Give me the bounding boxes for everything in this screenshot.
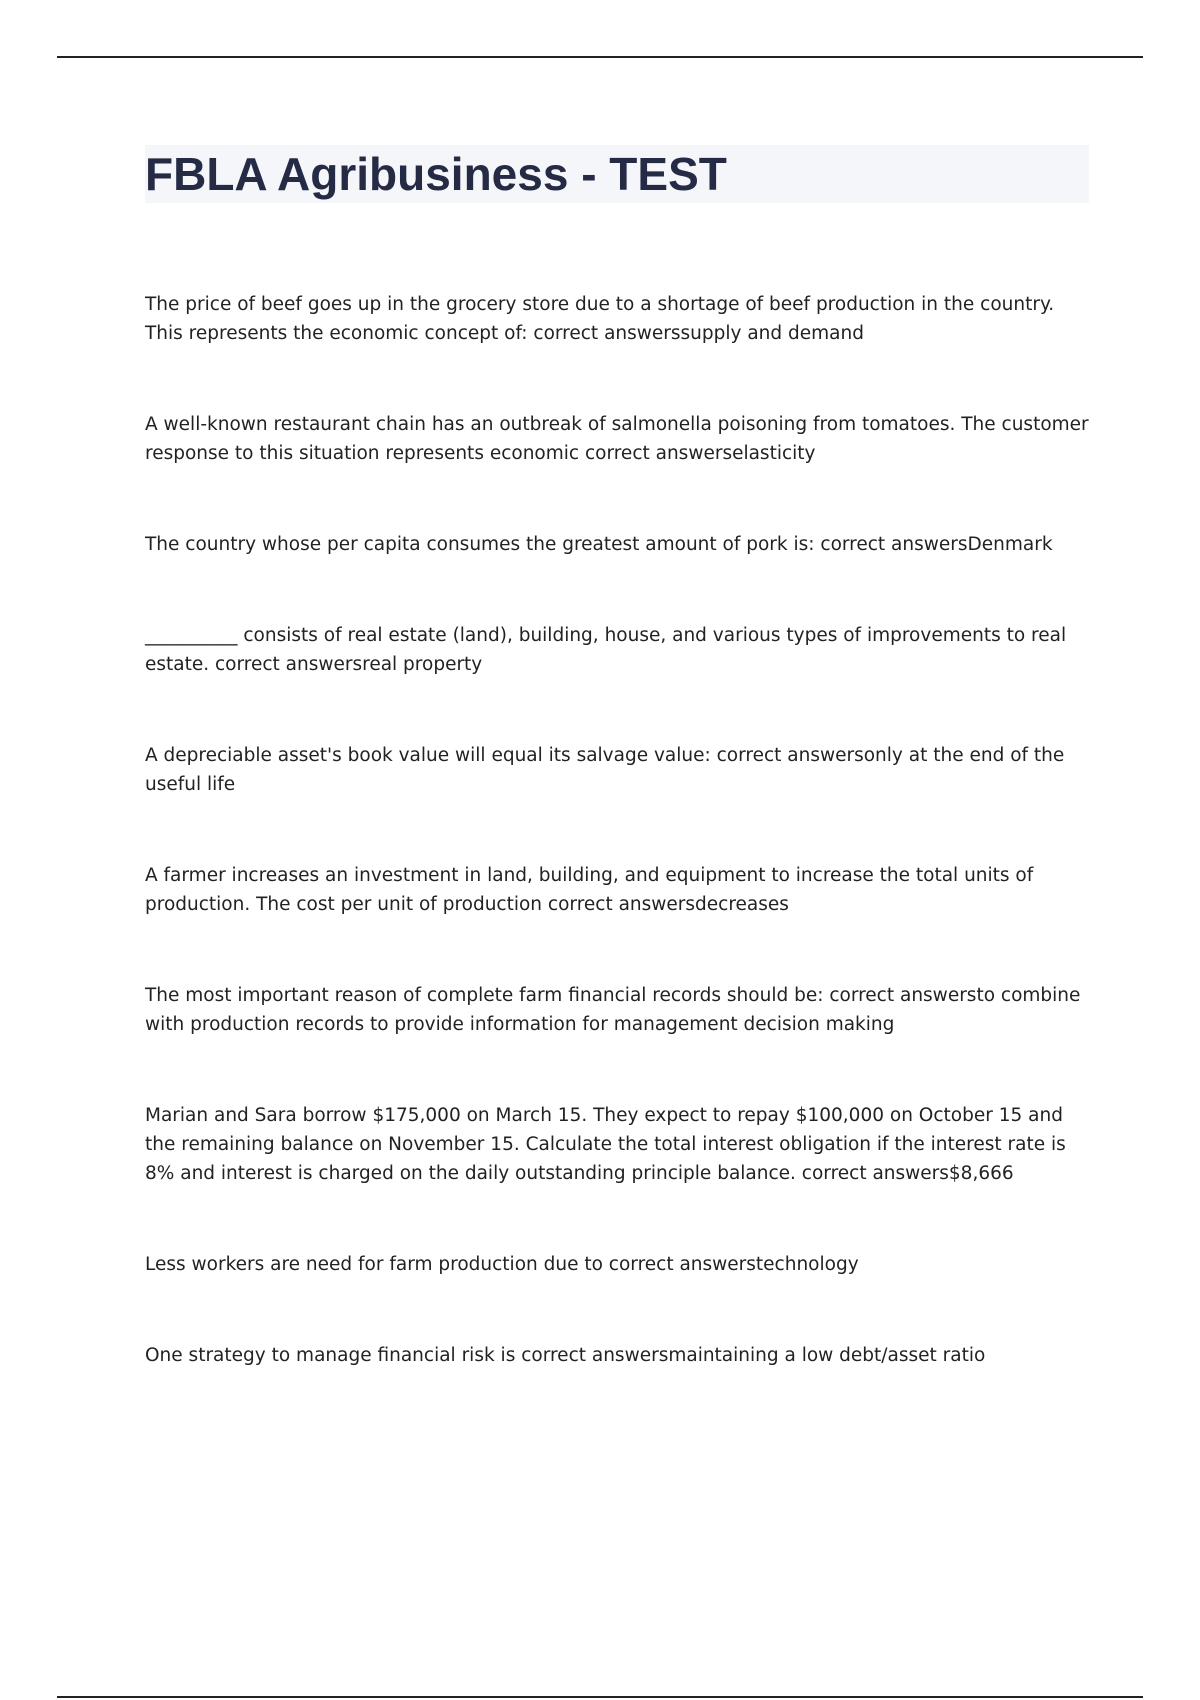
page-title: FBLA Agribusiness - TEST xyxy=(145,148,727,200)
title-banner xyxy=(145,145,1089,203)
question-answer-item: Less workers are need for farm production due to correct answerstechnology xyxy=(145,1254,859,1275)
question-answer-item: The country whose per capita consumes the greatest amount of pork is: correct answersDenmark xyxy=(145,534,1053,555)
question-answer-item: A farmer increases an investment in land, building, and equipment to increase the total units of production. The cost per unit of production correct answersdecreases xyxy=(145,865,1034,915)
question-answer-item: __________ consists of real estate (land), building, house, and various types of improvements to real estate. correct answersreal property xyxy=(145,625,1067,675)
question-answer-item: A well-known restaurant chain has an outbreak of salmonella poisoning from tomatoes. The customer response to this situation represents economic correct answerselasticity xyxy=(145,414,1089,464)
question-answer-item: The price of beef goes up in the grocery store due to a shortage of beef production in the country. This represents the economic concept of: correct answerssupply and demand xyxy=(145,294,1055,344)
question-answer-item: The most important reason of complete farm financial records should be: correct answersto combine with production records to provide information for management decision making xyxy=(145,985,1081,1035)
footer-rule xyxy=(57,1696,1143,1698)
header-rule xyxy=(57,56,1143,58)
question-answer-list xyxy=(145,290,1090,1432)
question-answer-item: A depreciable asset's book value will equal its salvage value: correct answersonly at the end of the useful life xyxy=(145,745,1065,795)
question-answer-item: Marian and Sara borrow $175,000 on March 15. They expect to repay $100,000 on October 15 and the remaining balance on November 15. Calculate the total interest obligation if the interest rate is 8% and interest is charged on the daily outstanding principle balance. correct answers$8,666 xyxy=(145,1105,1066,1184)
question-answer-item: One strategy to manage financial risk is correct answersmaintaining a low debt/asset ratio xyxy=(145,1345,986,1366)
